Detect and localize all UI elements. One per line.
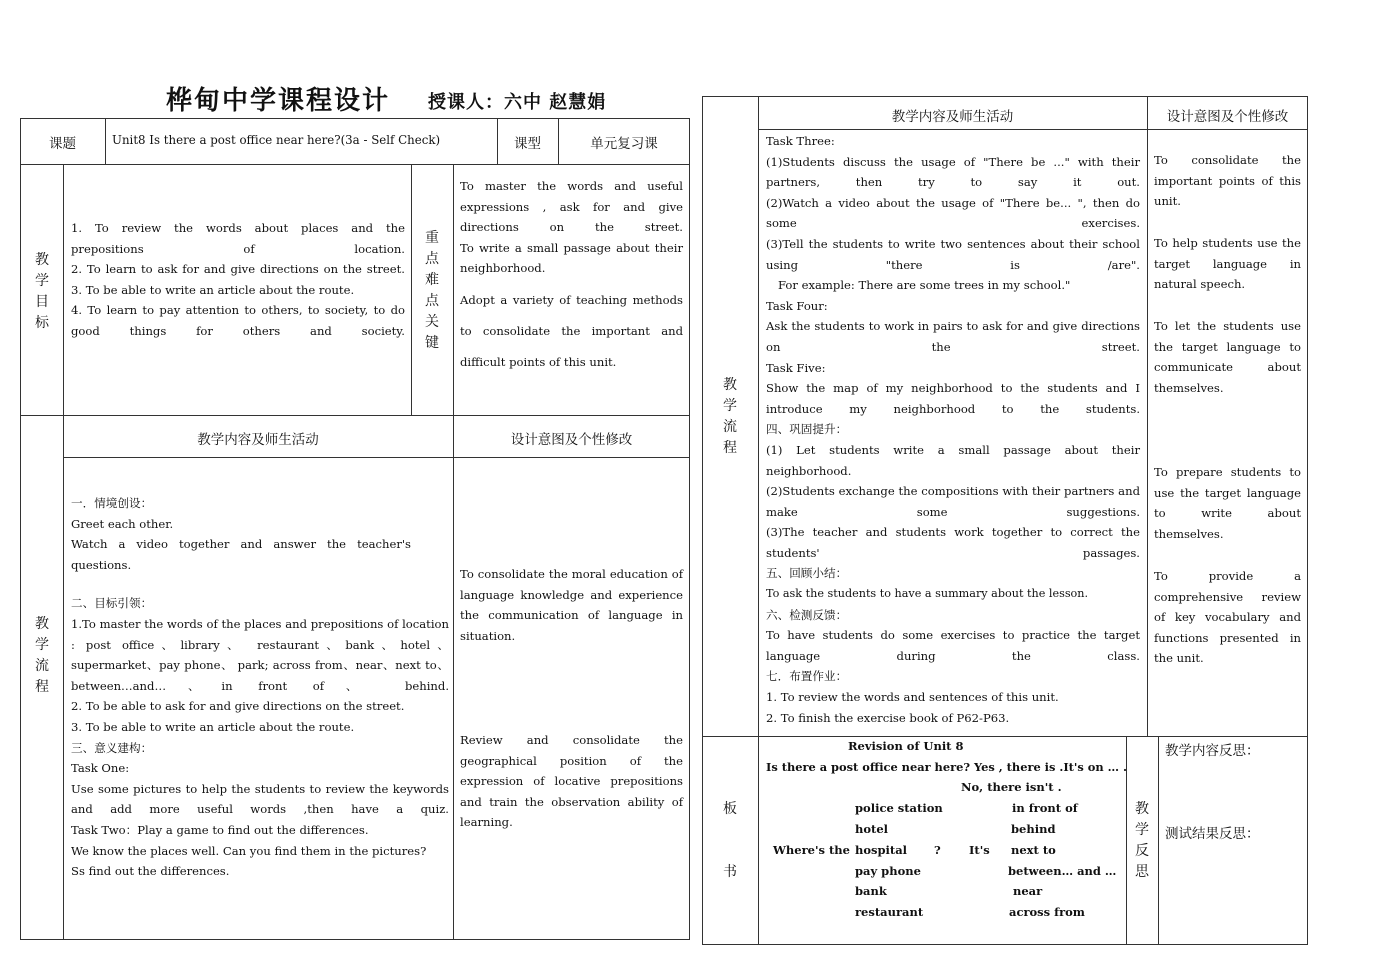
board-place: police station [855, 801, 943, 815]
process-content-right: Task Three: (1)Students discuss the usage of "There be ..." with their partners, then try to say it out. (2)Watch a video about the usage of "There be... ", then do some exercises. (3)Tell the students to write two sentences about their school using "there is /are". For example: There are some trees in my school." Task Four: Ask the students to work in pairs to ask for and give directions on the street. Task Five: Show the map of my neighborhood to the students and I introduce my neighborhood to the students. 四、巩固提升： (1) Let students write a small passage about their neighborhood. (2)Students exchange the compositions with their partners and make some suggestions. (3)The teacher and students work together to correct the students' passages. 五、回顾小结： To ask the students to have a summary about the lesson. 六、检测反馈： To have students do some exercises to practice the target language during the class. 七．布置作业： 1. To review the words and sentences of this unit. 2. To finish the exercise book of P62-P63. [766, 134, 1140, 725]
board-preposition: in front of [1012, 801, 1078, 815]
board-preposition: between… and … [1008, 864, 1117, 878]
col-header-intent-right: 设计意图及个性修改 [1166, 109, 1289, 125]
lesson-label: 课题 [49, 136, 76, 152]
board-place: restaurant [855, 905, 924, 919]
section-heading: 四、巩固提升： [766, 422, 848, 437]
board-question-mark: ? [934, 843, 941, 857]
objective-item: 3. To be able to write an article about the route. [71, 282, 355, 297]
intent-right-2: To help students use the target language in natural speech. [1154, 236, 1301, 292]
intent-right-4: To prepare students to use the target language to write about themselves. [1154, 465, 1301, 541]
board-label-1: 板 [723, 801, 737, 817]
key-point: To master the words and useful expressions , ask for and give directions on the street. [460, 179, 683, 235]
col-header-content-left: 教学内容及师生活动 [197, 432, 319, 448]
board-preposition: near [1013, 884, 1043, 898]
objective-item: 1. To review the words about places and the prepositions of location. [71, 221, 405, 256]
intent-right-3: To let the students use the target language to communicate about themselves. [1154, 319, 1301, 395]
lesson-type-label: 课型 [514, 136, 541, 152]
board-its: It's [969, 843, 990, 857]
key-points-label: 重点难点关键 [425, 230, 439, 351]
section-heading: 一．情境创设： [71, 496, 153, 510]
objective-item: 2. To learn to ask for and give directions on the street. [71, 262, 405, 277]
board-label-2: 书 [723, 864, 737, 880]
objectives-label: 教学目标 [35, 252, 49, 331]
board-question: Is there a post office near here? Yes , there is .It's on … . [766, 760, 1127, 774]
process-content-left: 一．情境创设： Greet each other. Watch a video together and answer the teacher's questions. 二、目标引领： 1.To master the words of the places and prepositions of location : post office、library、 restaurant、bank、hotel、 supermarket、pay phone、 park; across from、near、next to、between…and…、in front of、 behind. 2. To be able to ask for and give directions on the street. 3. To be able to write an article about the route. 三、意义建构： Task One: Use some pictures to help the students to review the keywords and add more useful words ,then have a quiz. Task Two：Play a game to find out the differences. We know the places well. Can you find them in the pictures? Ss find out the differences. [71, 493, 449, 882]
section-heading: 三、意义建构： [71, 740, 153, 755]
board-negative-answer: No, there isn't . [961, 780, 1062, 794]
key-point: To write a small passage about their neighborhood. [460, 240, 683, 276]
board-place: pay phone [855, 864, 921, 878]
board-preposition: next to [1011, 843, 1056, 857]
objective-item: 4. To learn to pay attention to others, to society, to do good things for others and society. [71, 303, 405, 338]
author-line: 授课人：六中 赵慧娟 [428, 92, 607, 113]
objectives-list [71, 218, 405, 342]
section-heading: 六、检测反馈： [766, 607, 848, 622]
lesson-type-value: 单元复习课 [590, 136, 658, 152]
key-points-text [460, 176, 683, 279]
process-label-left: 教学流程 [35, 616, 49, 695]
intent-left-1: To consolidate the moral education of language knowledge and experience the communication of language in situation. [460, 567, 683, 643]
board-where: Where's the [773, 843, 850, 857]
reflection-content: 教学内容反思： [1165, 743, 1260, 759]
col-header-intent-left: 设计意图及个性修改 [510, 432, 633, 448]
board-place: hotel [855, 822, 889, 836]
process-label-right: 教学流程 [723, 377, 737, 456]
section-heading: 五、回顾小结： [766, 566, 848, 581]
lesson-title: Unit8 Is there a post office near here?(3a - Self Check) [112, 133, 441, 147]
section-heading: 七．布置作业： [766, 669, 848, 684]
intent-left-2: Review and consolidate the geographical position of the expression of locative prepositions and train the observation ability of learning. [460, 733, 683, 830]
intent-right-5: To provide a comprehensive review of key vocabulary and functions presented in the unit. [1154, 569, 1301, 666]
intent-right-1: To consolidate the important points of this unit. [1154, 153, 1301, 209]
key-point-methods: Adopt a variety of teaching methods to consolidate the important and difficult points of this unit. [460, 293, 683, 369]
board-preposition: behind [1011, 822, 1056, 836]
page-title: 桦甸中学课程设计 [166, 86, 391, 116]
col-header-content-right: 教学内容及师生活动 [891, 109, 1014, 125]
board-title: Revision of Unit 8 [848, 739, 964, 753]
reflection-label: 教学反思 [1135, 801, 1149, 880]
board-preposition: across from [1009, 905, 1085, 919]
board-place: bank [855, 884, 887, 898]
board-place: hospital [855, 843, 908, 857]
reflection-result: 测试结果反思： [1165, 826, 1260, 842]
section-heading: 二、目标引领： [71, 596, 153, 611]
